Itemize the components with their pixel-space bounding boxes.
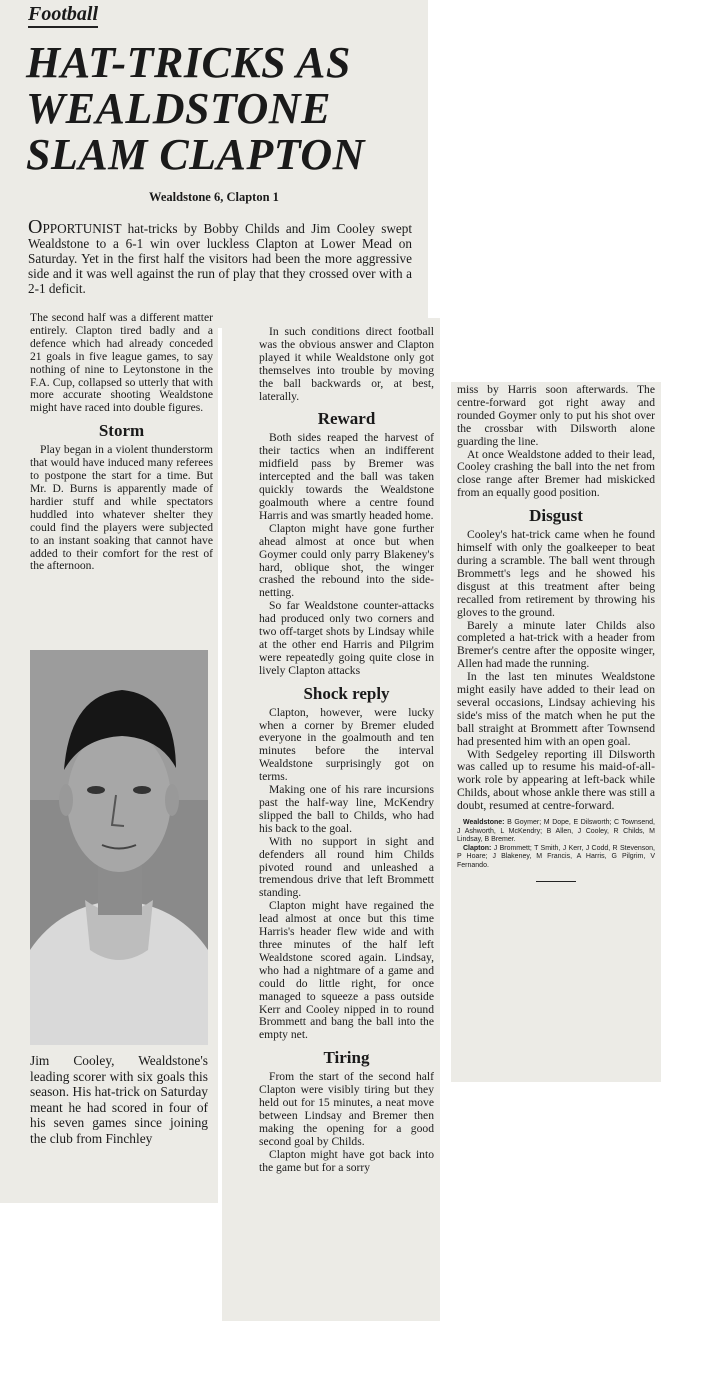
- headline: [26, 40, 426, 178]
- col3-paragraph-3: Cooley's hat-trick came when he found himself with only the goalkeeper to beat during a scramble. The ball went through Brommett's legs and he showed his disgust at this treatment after being recalled from retirement by throwing his gloves to the ground.: [457, 528, 655, 619]
- col2-paragraph-1: In such conditions direct football was the obvious answer and Clapton played it while Wealdstone only got themselves into trouble by moving the ball backwards or, at best, laterally.: [259, 325, 434, 403]
- lineup-wealdstone-players: B Goymer; M Dope, E Dilsworth; C Townsend, J Ashworth, L McKendry; B Allen, J Cooley, R Childs, M Lindsay, B Bremer.: [457, 819, 655, 844]
- col3-paragraph-1: miss by Harris soon afterwards. The centre-forward got right away and rounded Goymer only to put his shot over the crossbar with Dilsworth alone guarding the line.: [457, 383, 655, 448]
- col2-paragraph-3: Clapton might have gone further ahead almost at once but when Goymer could only parry Blakeney's hard, oblique shot, the winger crashed the rebound into the side-netting.: [259, 521, 434, 600]
- subhead-storm: Storm: [98, 421, 145, 441]
- lead-paragraph: [28, 216, 412, 297]
- subhead-reward: Reward: [317, 409, 376, 429]
- subhead-tiring: Tiring: [323, 1048, 370, 1068]
- col1-paragraph-1: The second half was a different matter entirely. Clapton tired badly and a defence which had already conceded 21 goals in five league games, to say nothing of nine to Leytonstone in the F.A. Cup, collapsed so utterly that with more accurate shooting Wealdstone might have raced into double figures.: [30, 311, 213, 415]
- drop-cap: O: [28, 216, 43, 239]
- header-clipping: [0, 0, 428, 328]
- end-rule: [536, 881, 576, 882]
- column-3: [451, 382, 661, 1082]
- match-score-byline: Wealdstone 6, Clapton 1: [149, 190, 279, 204]
- headline-line-3: SLAM CLAPTON: [26, 130, 365, 179]
- col3-paragraph-2: At once Wealdstone added to their lead, Cooley crashing the ball into the net from close range after Bremer had miskicked from an equally good position.: [457, 447, 655, 500]
- col3-paragraph-5: In the last ten minutes Wealdstone might easily have added to their lead on several occasions, Lindsay achieving his side's miss of the match when he put the ball straight at Brommett after Townsend had presented him with an open goal.: [457, 670, 655, 748]
- col3-paragraph-4: Barely a minute later Childs also completed a hat-trick with a header from Bremer's centre after the opposite winger, Allen had made the running.: [457, 618, 655, 671]
- column-2: [222, 318, 440, 1321]
- col2-paragraph-10: Clapton might have got back into the game but for a sorry: [259, 1147, 434, 1174]
- headline-line-2: WEALDSTONE: [26, 84, 331, 133]
- lineup-clapton-players: J Brommett; T Smith, J Kerr, J Codd, R Stevenson, P Hoare; J Blakeney, M Francis, A Harris, G Pilgrim, V Fernando.: [457, 844, 655, 870]
- col2-paragraph-6: Making one of his rare incursions past the half-way line, McKendry slipped the ball to Childs, who had his back to the goal.: [259, 783, 434, 835]
- lineup-clapton-label: Clapton:: [463, 844, 492, 852]
- headline-line-1: HAT-TRICKS AS: [26, 38, 351, 87]
- lineup-wealdstone-label: Wealdstone:: [463, 819, 505, 827]
- lead-text: PPORTUNIST hat-tricks by Bobby Childs and Jim Cooley swept Wealdstone to a 6-1 win over luckless Clapton at Lower Mead on Saturday. Yet in the first half the visitors had been the more aggressive side and it was well against the run of play that they crossed over with a 2-1 deficit.: [28, 221, 412, 297]
- section-label: Football: [28, 2, 98, 28]
- subhead-shock-reply: Shock reply: [303, 683, 390, 703]
- col2-paragraph-5: Clapton, however, were lucky when a corner by Bremer eluded everyone in the goalmouth and ten minutes before the interval Wealdstone surprisingly got on terms.: [259, 705, 434, 784]
- col2-paragraph-8: Clapton might have regained the lead almost at once but this time Harris's header flew wide and with three minutes of the half left Wealdstone scored again. Lindsay, who had a nightmare of a game and could do little right, for once managed to squeeze a pass outside Kerr and Cooley nipped in to round Brommett and bang the ball into the empty net.: [259, 899, 434, 1042]
- lineup-wealdstone: [457, 819, 655, 845]
- photo-caption: Jim Cooley, Wealdstone's leading scorer with six goals this season. His hat-trick on Saturday meant he had scored in four of his seven games since joining the club from Finchley: [30, 1053, 208, 1146]
- subhead-disgust: Disgust: [529, 506, 583, 526]
- portrait-image: [30, 650, 208, 1045]
- col3-paragraph-6: With Sedgeley reporting ill Dilsworth was called up to resume his maid-of-all-work role by appearing at left-back while Childs, about whose ankle there was still a doubt, resumed at centre-forward.: [457, 747, 655, 813]
- col2-paragraph-2: Both sides reaped the harvest of their tactics when an indifferent midfield pass by Bremer was intercepted and the ball was taken quickly towards the Wealdstone goalmouth where a centre found Harris and was smartly headed home.: [259, 431, 434, 522]
- team-lineups: [457, 819, 655, 871]
- col2-paragraph-9: From the start of the second half Clapton were visibly tiring but they held out for 15 minutes, a neat move between Lindsay and Bremer then making the opening for a good second goal by Childs.: [259, 1070, 434, 1148]
- col2-paragraph-7: With no support in sight and defenders all round him Childs pivoted round and unleashed a tremendous drive that left Brommett standing.: [259, 834, 434, 900]
- lineup-clapton: [457, 845, 655, 871]
- col1-paragraph-2: Play began in a violent thunderstorm that would have induced many referees to postpone the start for a time. But Mr. D. Burns is apparently made of hardier stuff and while spectators huddled into whatever shelter they could find the players were subjected to an instant soaking that cannot have added to their comfort for the rest of the afternoon.: [30, 443, 213, 573]
- player-photo: [30, 650, 208, 1045]
- col2-paragraph-4: So far Wealdstone counter-attacks had produced only two corners and two off-target shots by Lindsay while at the other end Harris and Pilgrim were repeatedly going quite close in lively Clapton attacks: [259, 599, 434, 677]
